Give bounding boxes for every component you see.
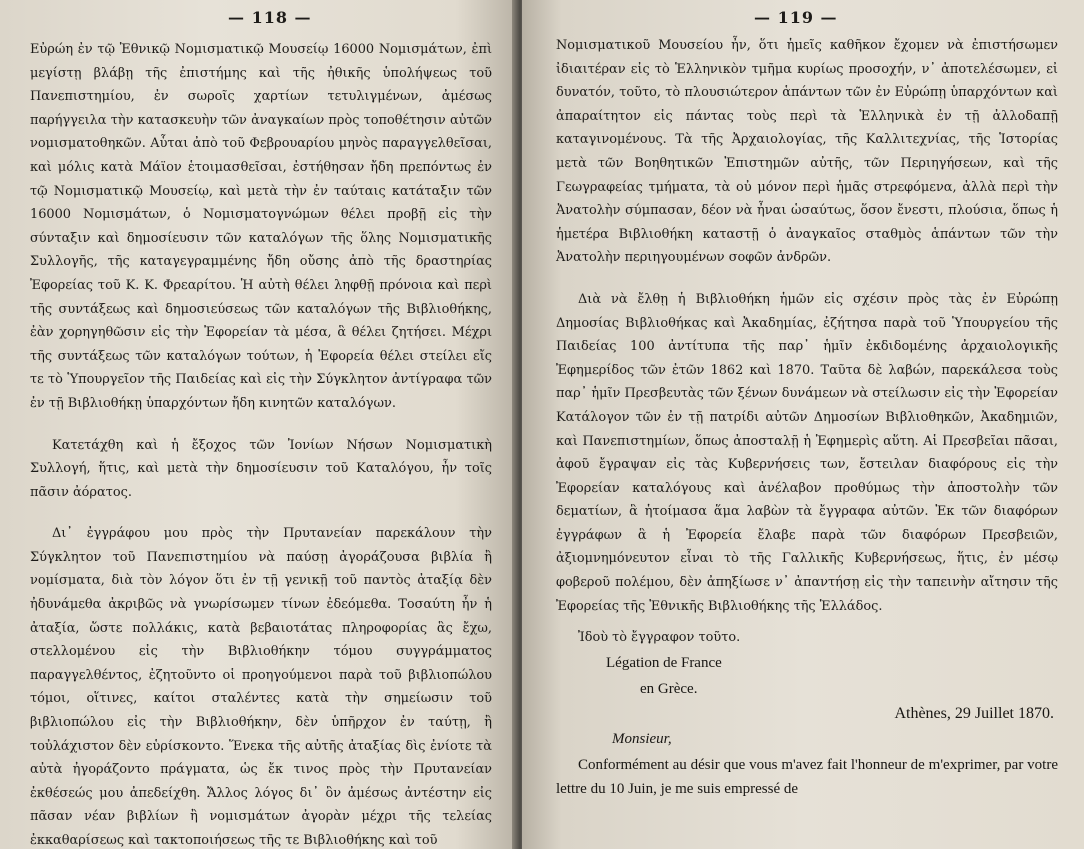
document-intro-line: Ἰδοὺ τὸ ἔγγραφον τοῦτο.	[578, 630, 741, 646]
right-page-text	[556, 34, 1058, 801]
right-page	[522, 0, 1084, 849]
page-number-right: — 119 —	[754, 8, 838, 27]
left-page-text	[30, 38, 492, 849]
paragraph-coins-catalogue: Εὐρώη ἐν τῷ Ἐθνικῷ Νομισματικῷ Μουσείῳ 16000 Νομισμάτων, ἐπὶ μεγίστῃ βλάβῃ τῆς ἐπιστήμης καὶ τῆς ἠθικῆς ὑπολήψεως τοῦ Πανεπιστημίου, ἐν σωροῖς χαρτίων τετυλιγμένων, ἀμέσως παρήγγειλα τὴν κατασκευὴν τῶν ἀναγκαίων πρὸς τοποθέτησιν αὐτῶν νομισματοθηκῶν. Αὗται ἀπὸ τοῦ Φεβρουαρίου μηνὸς παραγγελθεῖσαι, καὶ μόλις κατὰ Μάϊον ἑτοιμασθεῖσαι, ἐστήθησαν ἤδη πρεπόντως ἐν τῷ Νομισματικῷ Μουσείῳ, καὶ μετὰ τὴν ἐν ταύταις κατάταξιν τῶν 16000 Νομισμάτων, ὁ Νομισματογνώμων θέλει προβῇ εἰς τὴν σύνταξιν καὶ δημοσίευσιν τῶν καταλόγων τῆς ὅλης Νομισματικῆς Συλλογῆς, τῆς καταγεγραμμένης ἤδη οὔσης ἀπὸ τῆς δραστηρίας Ἐφορείας τοῦ Κ. Κ. Φρεαρίτου. Ἡ αὐτὴ θέλει ληφθῇ πρόνοια καὶ περὶ τῆς συντάξεως καὶ δημοσιεύσεως τῶν καταλόγων τῆς Βιβλιοθήκης, ἐὰν χορηγηθῶσιν εἰς τὴν Ἐφορείαν τὰ μέσα, ἃ θέλει ζητήσει. Μέχρι τῆς συντάξεως τῶν καταλόγων τούτων, ἡ Ἐφορεία θέλει στείλει εἴς τε τὸ Ὑπουργεῖον τῆς Παιδείας καὶ εἰς τὴν Σύγκλητον ἀντίγραφα τῶν ἐν τῇ Βιβλιοθήκῃ ὑπαρχόντων ἤδη κινητῶν καταλόγων.	[30, 42, 492, 411]
legation-subheading: en Grèce.	[640, 680, 698, 697]
paragraph-ionian-collection: Κατετάχθη καὶ ἡ ἔξοχος τῶν Ἰονίων Νήσων Νομισματικὴ Συλλογή, ἥτις, καὶ μετὰ τὴν δημοσίευσιν τοῦ Καταλόγου, ἦν τοῖς πᾶσιν ἀόρατος.	[30, 437, 492, 500]
page-number-left: — 118 —	[228, 8, 312, 27]
legation-heading: Légation de France	[606, 654, 722, 671]
letter-dateline: Athènes, 29 Juillet 1870.	[894, 704, 1054, 722]
paragraph-purchases-halt: Δι᾽ ἐγγράφου μου πρὸς τὴν Πρυτανείαν παρεκάλουν τὴν Σύγκλητον τοῦ Πανεπιστημίου νὰ παύσῃ ἀγοράζουσα βιβλία ἢ νομίσματα, διὰ τὸν λόγον ὅτι ἐν τῇ γενικῇ τοῦ παντὸς ἀταξίᾳ δὲν ἠδυνάμεθα ἀκριβῶς νὰ γνωρίσωμεν τίνων ἐδεόμεθα. Τοσαύτη ἦν ἡ ἀταξία, ὥστε πολλάκις, κατὰ βεβαιοτάτας πληροφορίας ἃς ἔχω, στελλομένου εἰς τὴν Βιβλιοθήκην τόμου συγγράμματος παραγγελθέντος, ἐζητοῦντο οἱ προηγούμενοι παρὰ τοῦ βιβλιοπώλου τόμοι, οἵτινες, καίτοι σταλέντες κατὰ τὴν σημείωσιν τοῦ βιβλιοπώλου εἰς τὴν Βιβλιοθήκην, δὲν ὑπῆρχον ἐν ταύτῃ, ἢ τοὐλάχιστον δὲν εὑρίσκοντο. Ἕνεκα τῆς αὐτῆς ἀταξίας δὶς ἐνίοτε τὰ αὐτὰ ἠγοράζοντο πράγματα, ὡς ἔκ τινος πρὸς τὴν Πρυτανείαν ἐκθέσεώς μου ἀπεδείχθη. Ἄλλος λόγος δι᾽ ὃν ἀμέσως ἀντέστην εἰς πᾶσαν νέαν βιβλίων ἢ νομισμάτων ἀγορὰν μέχρι τῆς τελείας ἐκκαθαρίσεως καὶ τακτοποιήσεως τῆς τε Βιβλιοθήκης καὶ τοῦ	[30, 526, 492, 848]
paragraph-library-exchange: Διὰ νὰ ἔλθῃ ἡ Βιβλιοθήκη ἡμῶν εἰς σχέσιν πρὸς τὰς ἐν Εὐρώπῃ Δημοσίας Βιβλιοθήκας καὶ Ἀκαδημίας, ἐζήτησα παρὰ τοῦ Ὑπουργείου τῆς Παιδείας 100 ἀντίτυπα τῆς παρ᾽ ἡμῖν ἐκδιδομένης ἀρχαιολογικῆς Ἐφημερίδος τῶν ἐτῶν 1862 καὶ 1870. Ταῦτα δὲ λαβών, παρεκάλεσα τοὺς παρ᾽ ἡμῖν Πρεσβευτὰς τῶν ξένων δυνάμεων νὰ στείλωσιν εἰς τὴν Ἐφορείαν Κατάλογον τῶν ἐν τῇ πατρίδι αὐτῶν Δημοσίων Βιβλιοθηκῶν, Ἀκαδημιῶν, καὶ Πανεπιστημίων, ὅπως ἀποσταλῇ ἡ Ἐφημερὶς αὕτη. Αἱ Πρεσβεῖαι πᾶσαι, ἀφοῦ ἔγραψαν εἰς τὰς Κυβερνήσεις των, ἔστειλαν διαφόρους εἰς τὴν Ἐφορείαν καταλόγους καὶ ἀνέλαβον προθύμως τὴν ἀποστολὴν τῶν δεματίων, ἃ ἡτοίμασα ἅμα λαβὼν τὰ ἔγγραφα αὐτῶν. Ἐκ τῶν διαφόρων ἐγγράφων ἃ ἡ Ἐφορεία ἔλαβε παρὰ τῶν διαφόρων Πρεσβειῶν, ἀξιομνημόνευτον εἶναι τὸ τῆς Γαλλικῆς Κυβερνήσεως, ἥτις, ἐν μέσῳ φοβεροῦ πολέμου, δὲν ἀπηξίωσε ν᾽ ἀπαντήσῃ εἰς τὴν ταπεινὴν αἴτησιν τῆς Ἐφορείας τῆς Ἐθνικῆς Βιβλιοθήκης τῆς Ἑλλάδος.	[556, 291, 1058, 614]
letter-salutation: Monsieur,	[612, 731, 672, 748]
left-page	[0, 0, 518, 849]
paragraph-greek-section: Νομισματικοῦ Μουσείου ἦν, ὅτι ἡμεῖς καθῆκον ἔχομεν νὰ ἐπιστήσωμεν ἰδιαιτέραν εἰς τὸ Ἑλληνικὸν τμῆμα κυρίως προσοχήν, ν᾽ ἀποτελέσωμεν, εἰ δυνατόν, τοῦτο, τὸ πλουσιώτερον ἁπάντων τῶν ἐν Εὐρώπῃ ὑπαρχόντων καὶ ἀπαραίτητον εἰς πάντας τοὺς περὶ τὰ Ἑλληνικὰ ἐν τῇ ἀλλοδαπῇ καταγινομένους. Τὰ τῆς Ἀρχαιολογίας, τῆς Καλλιτεχνίας, τῆς Ἱστορίας μετὰ τῶν Βοηθητικῶν Ἐπιστημῶν αὐτῆς, τῶν Περιηγήσεων, καὶ τῆς Γεωγραφείας τμήματα, τὰ οὐ μόνον περὶ ἡμᾶς στρεφόμενα, ἀλλὰ περὶ τὴν Ἀνατολὴν σύμπασαν, δέον νὰ ἦναι ὡσαύτως, ὅσον ἔνεστι, πλούσια, ὅπως ἡ ἡμετέρα Βιβλιοθήκη καταστῇ ὁ ἀναγκαῖος σταθμὸς ἁπάντων τῶν τὴν Ἀνατολὴν περιηγουμένων σοφῶν ἀνδρῶν.	[556, 38, 1058, 266]
letter-body: Conformément au désir que vous m'avez fait l'honneur de m'exprimer, par votre lettre du 10 Juin, je me suis empressé de	[556, 757, 1058, 798]
